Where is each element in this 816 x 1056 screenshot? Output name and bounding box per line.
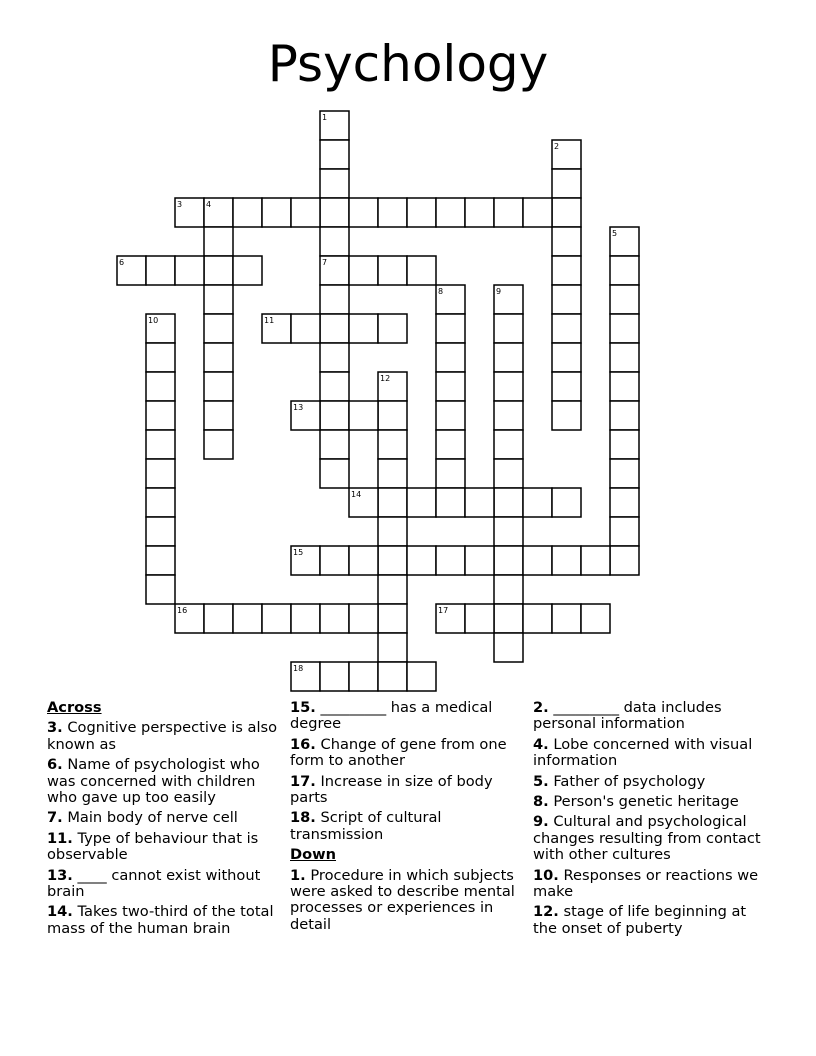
clue-number-label: 11	[264, 316, 275, 325]
grid-cell[interactable]	[146, 401, 175, 430]
grid-cell[interactable]	[494, 633, 523, 662]
clue-down-1: 1. Procedure in which subjects were asked to describe mental processes or experiences in detail	[290, 866, 515, 933]
grid-cell[interactable]	[407, 546, 436, 575]
clue-column-1	[47, 700, 279, 941]
clue-across-11: 11. Type of behaviour that is observable	[47, 829, 259, 864]
clue-column-3	[533, 700, 773, 941]
grid-cell[interactable]	[523, 604, 552, 633]
grid-cell[interactable]	[552, 372, 581, 401]
grid-cell[interactable]	[610, 314, 639, 343]
grid-cell[interactable]	[552, 227, 581, 256]
clue-across-13: 13. ____ cannot exist without brain	[47, 866, 261, 901]
grid-cell[interactable]	[291, 314, 320, 343]
clue-down-10: 10. Responses or reactions we make	[533, 866, 759, 901]
grid-cell[interactable]	[378, 488, 407, 517]
grid-cell[interactable]	[436, 459, 465, 488]
grid-cell[interactable]	[494, 343, 523, 372]
grid-cell[interactable]	[552, 401, 581, 430]
clue-number-label: 18	[293, 664, 304, 673]
clue-number-label: 17	[438, 606, 449, 615]
grid-cell[interactable]	[320, 459, 349, 488]
grid-cell[interactable]	[349, 256, 378, 285]
grid-cell[interactable]	[349, 314, 378, 343]
grid-cell[interactable]	[610, 488, 639, 517]
grid-cell[interactable]	[610, 256, 639, 285]
grid-cell[interactable]	[494, 546, 523, 575]
grid-cell[interactable]	[494, 604, 523, 633]
grid-cell[interactable]	[465, 198, 494, 227]
grid-cell[interactable]	[552, 314, 581, 343]
grid-cell[interactable]	[378, 430, 407, 459]
grid-cell[interactable]	[494, 517, 523, 546]
grid-cell[interactable]	[610, 285, 639, 314]
clue-number-label: 1	[322, 113, 328, 122]
grid-cell[interactable]	[204, 227, 233, 256]
grid-cell[interactable]	[320, 227, 349, 256]
grid-cell[interactable]	[204, 314, 233, 343]
grid-cell[interactable]	[320, 140, 349, 169]
clue-number-label: 9	[496, 287, 502, 296]
grid-cell[interactable]	[204, 401, 233, 430]
grid-cell[interactable]	[436, 430, 465, 459]
grid-cell[interactable]	[146, 430, 175, 459]
grid-cell[interactable]	[378, 575, 407, 604]
grid-cell[interactable]	[610, 459, 639, 488]
grid-cell[interactable]	[378, 546, 407, 575]
grid-cell[interactable]	[436, 546, 465, 575]
grid-cell[interactable]	[552, 256, 581, 285]
clue-number-label: 12	[380, 374, 391, 383]
clue-across-7: 7. Main body of nerve cell	[47, 809, 238, 827]
grid-cell[interactable]	[204, 430, 233, 459]
grid-cell[interactable]	[291, 198, 320, 227]
grid-cell[interactable]	[320, 198, 349, 227]
grid-cell[interactable]	[610, 343, 639, 372]
grid-cell[interactable]	[494, 314, 523, 343]
grid-cell[interactable]	[610, 546, 639, 575]
grid-cell[interactable]	[378, 198, 407, 227]
grid-cell[interactable]	[494, 459, 523, 488]
grid-cell[interactable]	[320, 546, 349, 575]
grid-cell[interactable]	[407, 488, 436, 517]
across-heading: Across	[47, 699, 102, 716]
grid-cell[interactable]	[320, 169, 349, 198]
grid-cell[interactable]	[320, 401, 349, 430]
grid-cell[interactable]	[320, 662, 349, 691]
grid-cell[interactable]	[552, 343, 581, 372]
grid-cell[interactable]	[233, 604, 262, 633]
grid-cell[interactable]	[146, 546, 175, 575]
clue-number-label: 14	[351, 490, 362, 499]
clue-down-8: 8. Person's genetic heritage	[533, 793, 739, 811]
grid-cell[interactable]	[552, 488, 581, 517]
grid-cell[interactable]	[378, 604, 407, 633]
grid-cell[interactable]	[552, 285, 581, 314]
grid-cell[interactable]	[378, 256, 407, 285]
grid-cell[interactable]	[465, 488, 494, 517]
grid-cell[interactable]	[494, 372, 523, 401]
grid-cell[interactable]	[436, 372, 465, 401]
grid-cell[interactable]	[320, 314, 349, 343]
grid-cell[interactable]	[204, 343, 233, 372]
grid-cell[interactable]	[320, 372, 349, 401]
grid-cell[interactable]	[494, 575, 523, 604]
grid-cell[interactable]	[320, 343, 349, 372]
grid-cell[interactable]	[378, 633, 407, 662]
clue-number-label: 3	[177, 200, 183, 209]
clue-number-label: 10	[148, 316, 159, 325]
grid-cell[interactable]	[204, 256, 233, 285]
grid-cell[interactable]	[349, 662, 378, 691]
grid-cell[interactable]	[146, 372, 175, 401]
grid-cell[interactable]	[581, 604, 610, 633]
grid-cell[interactable]	[494, 430, 523, 459]
grid-cell[interactable]	[175, 256, 204, 285]
grid-cell[interactable]	[378, 401, 407, 430]
grid-cell[interactable]	[436, 198, 465, 227]
clue-number-label: 5	[612, 229, 618, 238]
grid-cell[interactable]	[465, 604, 494, 633]
grid-cell[interactable]	[204, 285, 233, 314]
clue-number-label: 6	[119, 258, 125, 267]
grid-cell[interactable]	[494, 488, 523, 517]
grid-cell[interactable]	[552, 604, 581, 633]
grid-cell[interactable]	[378, 459, 407, 488]
grid-cell[interactable]	[436, 314, 465, 343]
grid-cell[interactable]	[494, 401, 523, 430]
clue-across-17: 17. Increase in size of body parts	[290, 772, 493, 807]
clue-across-18: 18. Script of cultural transmission	[290, 809, 442, 843]
clue-down-4: 4. Lobe concerned with visual information	[533, 735, 753, 770]
grid-cell[interactable]	[349, 604, 378, 633]
grid-cell[interactable]	[523, 546, 552, 575]
grid-cell[interactable]	[523, 488, 552, 517]
clue-number-label: 15	[293, 548, 304, 557]
grid-cell[interactable]	[610, 401, 639, 430]
clue-number-label: 8	[438, 287, 444, 296]
grid-cell[interactable]	[523, 198, 552, 227]
grid-cell[interactable]	[610, 372, 639, 401]
grid-cell[interactable]	[610, 430, 639, 459]
grid-cell[interactable]	[581, 546, 610, 575]
grid-cell[interactable]	[349, 198, 378, 227]
clue-number-label: 13	[293, 403, 304, 412]
grid-cell[interactable]	[436, 488, 465, 517]
grid-cell[interactable]	[465, 546, 494, 575]
grid-cell[interactable]	[204, 372, 233, 401]
grid-cell[interactable]	[146, 517, 175, 546]
grid-cell[interactable]	[262, 604, 291, 633]
grid-cell[interactable]	[610, 517, 639, 546]
grid-cell[interactable]	[146, 256, 175, 285]
clue-number-label: 4	[206, 200, 212, 209]
grid-cell[interactable]	[320, 604, 349, 633]
grid-cell[interactable]	[436, 343, 465, 372]
grid-cell[interactable]	[146, 343, 175, 372]
grid-cell[interactable]	[349, 546, 378, 575]
grid-cell[interactable]	[262, 198, 291, 227]
grid-cell[interactable]	[146, 488, 175, 517]
grid-cell[interactable]	[552, 169, 581, 198]
clue-column-2	[290, 700, 522, 937]
clue-down-12: 12. stage of life beginning at the onset of puberty	[533, 903, 747, 937]
grid-cell[interactable]	[204, 604, 233, 633]
clue-down-9: 9. Cultural and psychological changes resulting from contact with other cultures	[533, 813, 761, 864]
clue-down-2: 2. _________ data includes personal information	[533, 699, 722, 733]
clue-number-label: 16	[177, 606, 188, 615]
page-title: Psychology	[267, 35, 549, 93]
grid-cell[interactable]	[233, 198, 262, 227]
grid-cell[interactable]	[552, 546, 581, 575]
grid-cell[interactable]	[320, 285, 349, 314]
grid-cell[interactable]	[378, 517, 407, 546]
clue-down-5: 5. Father of psychology	[533, 772, 706, 790]
clue-number-label: 2	[554, 142, 560, 151]
grid-cell[interactable]	[494, 198, 523, 227]
grid-cell[interactable]	[436, 401, 465, 430]
grid-cell[interactable]	[378, 314, 407, 343]
clue-number-label: 7	[322, 258, 328, 267]
clue-across-3: 3. Cognitive perspective is also known as	[47, 719, 278, 753]
grid-cell[interactable]	[407, 256, 436, 285]
grid-cell[interactable]	[146, 575, 175, 604]
clue-across-16: 16. Change of gene from one form to another	[290, 735, 507, 770]
grid-cell[interactable]	[407, 198, 436, 227]
grid-cell[interactable]	[349, 401, 378, 430]
grid-cell[interactable]	[291, 604, 320, 633]
grid-cell[interactable]	[233, 256, 262, 285]
down-heading: Down	[290, 846, 337, 864]
grid-cell[interactable]	[146, 459, 175, 488]
clue-across-6: 6. Name of psychologist who was concerned with children who gave up too easily	[47, 756, 260, 807]
clue-across-15: 15. _________ has a medical degree	[290, 699, 493, 733]
clue-across-14: 14. Takes two-third of the total mass of the human brain	[47, 903, 274, 937]
grid-cell[interactable]	[378, 662, 407, 691]
grid-cell[interactable]	[407, 662, 436, 691]
grid-cell[interactable]	[552, 198, 581, 227]
grid-cell[interactable]	[320, 430, 349, 459]
